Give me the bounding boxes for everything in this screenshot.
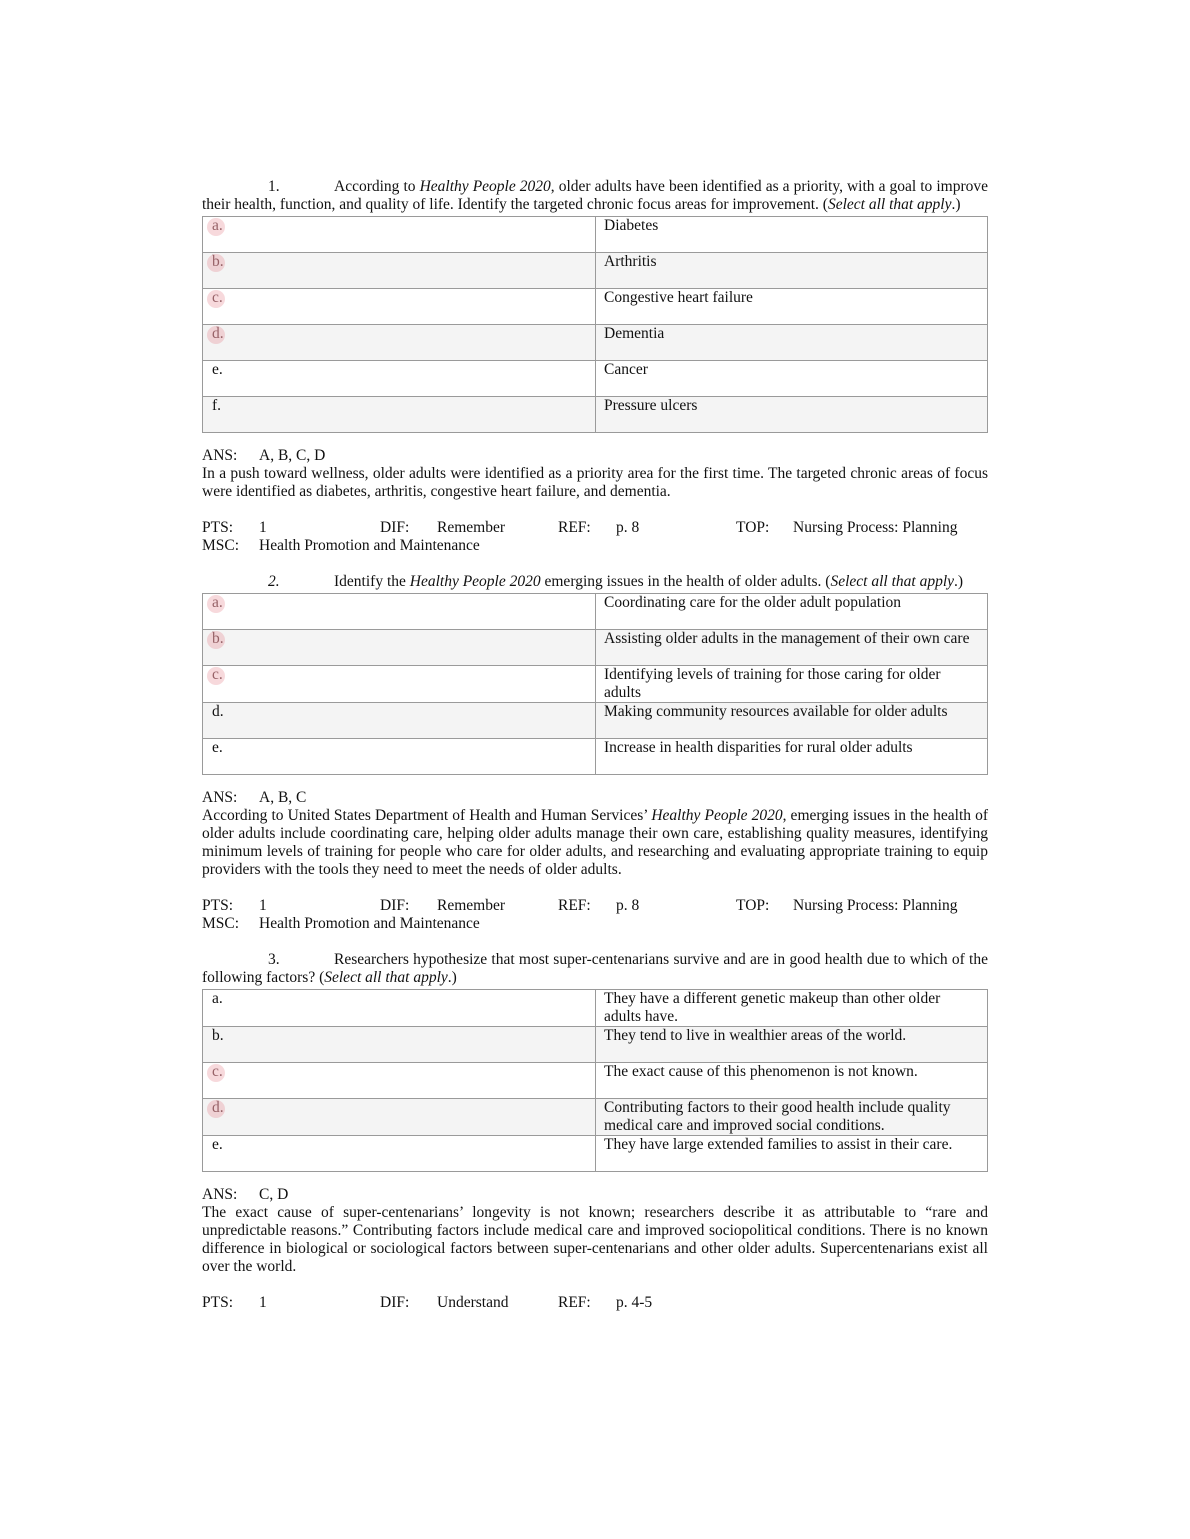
top-label: TOP: — [736, 897, 770, 914]
answer-highlight — [207, 595, 225, 613]
option-letter: a. — [212, 594, 223, 611]
stem-text: emerging issues in the health of older adults. ( — [540, 573, 831, 590]
stem-text: According to — [334, 178, 420, 195]
option-row[interactable] — [203, 397, 988, 433]
answer-value: A, B, C, D — [259, 447, 326, 464]
rationale-text: , emerging issues in the health of older adults include coordinating care, helping older adults manage their own care, establishing quality measures, identifying minimum levels of training for people who care for older adults, and researching and evaluating appropriate training to equip providers with the tools they need to meet the needs of older adults. — [202, 807, 988, 878]
ref-value: p. 8 — [616, 897, 640, 914]
question-number: 3. — [268, 951, 280, 968]
metadata — [202, 519, 988, 555]
option-text: Pressure ulcers — [596, 397, 988, 433]
dif-label: DIF: — [380, 897, 410, 914]
option-letter: f. — [212, 397, 222, 414]
option-text: Increase in health disparities for rural older adults — [596, 739, 988, 775]
stem-text: .) — [447, 969, 457, 986]
exam-page — [202, 178, 988, 1312]
option-row[interactable] — [203, 739, 988, 775]
question-stem — [202, 951, 988, 987]
option-letter: b. — [212, 630, 224, 647]
question-stem — [202, 573, 988, 591]
pts-label: PTS: — [202, 519, 234, 536]
option-row[interactable] — [203, 1099, 988, 1136]
option-letter: d. — [212, 325, 224, 342]
stem-text: .) — [951, 196, 961, 213]
option-row[interactable] — [203, 594, 988, 630]
answer-highlight — [207, 326, 225, 344]
metadata — [202, 1294, 988, 1312]
question-stem — [202, 178, 988, 214]
option-text: Cancer — [596, 361, 988, 397]
question-number: 2. — [268, 573, 280, 590]
msc-value: Health Promotion and Maintenance — [259, 537, 480, 554]
option-text: Arthritis — [596, 253, 988, 289]
answer-highlight — [207, 290, 225, 308]
ref-value: p. 4-5 — [616, 1294, 653, 1311]
option-text: Coordinating care for the older adult population — [596, 594, 988, 630]
answer-line — [202, 1186, 988, 1204]
stem-text: , older adults have been identified as a priority, with a goal to improve their health, function, and quality of life. Identify the targeted chronic focus areas for improvement. ( — [202, 178, 989, 213]
rationale-italic: Healthy People 2020 — [651, 807, 783, 824]
ref-value: p. 8 — [616, 519, 640, 536]
pts-value: 1 — [259, 897, 267, 914]
option-row[interactable] — [203, 630, 988, 666]
answer-label: ANS: — [202, 447, 238, 464]
question-3 — [202, 951, 988, 1312]
option-text: They have a different genetic makeup than other older adults have. — [596, 990, 988, 1027]
rationale-text: According to United States Department of Health and Human Services’ — [202, 807, 652, 824]
option-row[interactable] — [203, 289, 988, 325]
pts-value: 1 — [259, 519, 267, 536]
option-row[interactable] — [203, 990, 988, 1027]
rationale — [202, 1204, 988, 1276]
dif-value: Understand — [437, 1294, 509, 1311]
answer-value: A, B, C — [259, 789, 307, 806]
option-row[interactable] — [203, 703, 988, 739]
dif-label: DIF: — [380, 519, 410, 536]
option-letter: e. — [212, 739, 223, 756]
option-letter: d. — [212, 1099, 224, 1116]
top-label: TOP: — [736, 519, 770, 536]
option-letter: c. — [212, 289, 223, 306]
pts-label: PTS: — [202, 897, 234, 914]
option-letter: c. — [212, 666, 223, 683]
option-text: They tend to live in wealthier areas of the world. — [596, 1027, 988, 1063]
answer-highlight — [207, 1064, 225, 1082]
stem-italic: Healthy People 2020 — [409, 573, 541, 590]
option-text: Dementia — [596, 325, 988, 361]
option-letter: a. — [212, 990, 223, 1007]
pts-value: 1 — [259, 1294, 267, 1311]
option-letter: e. — [212, 1136, 223, 1153]
stem-italic: Select all that apply — [830, 573, 955, 590]
options-table — [202, 989, 988, 1172]
option-text: Diabetes — [596, 217, 988, 253]
option-row[interactable] — [203, 1063, 988, 1099]
answer-label: ANS: — [202, 1186, 238, 1203]
rationale-text: In a push toward wellness, older adults were identified as a priority area for the first time. The targeted chronic areas of focus were identified as diabetes, arthritis, congestive heart failure, and dementia. — [202, 465, 988, 500]
stem-italic: Select all that apply — [827, 196, 952, 213]
option-row[interactable] — [203, 325, 988, 361]
dif-value: Remember — [437, 897, 506, 914]
option-letter: d. — [212, 703, 224, 720]
answer-label: ANS: — [202, 789, 238, 806]
option-text: Congestive heart failure — [596, 289, 988, 325]
option-letter: e. — [212, 361, 223, 378]
option-text: Identifying levels of training for those caring for older adults — [596, 666, 988, 703]
option-text: They have large extended families to assist in their care. — [596, 1136, 988, 1172]
options-table — [202, 593, 988, 775]
option-text: Assisting older adults in the management of their own care — [596, 630, 988, 666]
msc-label: MSC: — [202, 915, 240, 932]
stem-italic: Select all that apply — [324, 969, 448, 986]
metadata — [202, 897, 988, 933]
ref-label: REF: — [558, 1294, 591, 1311]
options-table — [202, 216, 988, 433]
ref-label: REF: — [558, 519, 591, 536]
option-row[interactable] — [203, 1027, 988, 1063]
option-row[interactable] — [203, 217, 988, 253]
option-row[interactable] — [203, 253, 988, 289]
top-value: Nursing Process: Planning — [793, 519, 958, 536]
option-letter: b. — [212, 253, 224, 270]
msc-value: Health Promotion and Maintenance — [259, 915, 480, 932]
answer-line — [202, 447, 988, 465]
option-letter: c. — [212, 1063, 223, 1080]
option-row[interactable] — [203, 1136, 988, 1172]
answer-line — [202, 789, 988, 807]
dif-value: Remember — [437, 519, 506, 536]
pts-label: PTS: — [202, 1294, 234, 1311]
question-1 — [202, 178, 988, 555]
option-text: Contributing factors to their good health include quality medical care and improved social conditions. — [596, 1099, 988, 1136]
option-row[interactable] — [203, 666, 988, 703]
stem-text: Researchers hypothesize that most super-centenarians survive and are in good health due to which of the following factors? ( — [202, 951, 988, 986]
dif-label: DIF: — [380, 1294, 410, 1311]
answer-highlight — [207, 218, 225, 236]
question-2 — [202, 573, 988, 933]
rationale — [202, 465, 988, 501]
option-text: The exact cause of this phenomenon is not known. — [596, 1063, 988, 1099]
answer-value: C, D — [259, 1186, 289, 1203]
stem-italic: Healthy People 2020 — [419, 178, 551, 195]
ref-label: REF: — [558, 897, 591, 914]
answer-highlight — [207, 631, 225, 649]
rationale-text: The exact cause of super-centenarians’ longevity is not known; researchers describe it as attributable to “rare and unpredictable reasons.” Contributing factors include medical care and improved sociopolitical conditions. There is no known difference in biological or sociological factors between super-centenarians and other older adults. Supercentenarians exist all over the world. — [202, 1204, 988, 1275]
msc-label: MSC: — [202, 537, 240, 554]
option-letter: a. — [212, 217, 223, 234]
answer-highlight — [207, 1100, 225, 1118]
rationale — [202, 807, 988, 879]
answer-highlight — [207, 667, 225, 685]
answer-highlight — [207, 254, 225, 272]
option-letter: b. — [212, 1027, 224, 1044]
option-row[interactable] — [203, 361, 988, 397]
stem-text: Identify the — [334, 573, 410, 590]
top-value: Nursing Process: Planning — [793, 897, 958, 914]
option-text: Making community resources available for older adults — [596, 703, 988, 739]
stem-text: .) — [954, 573, 964, 590]
question-number: 1. — [268, 178, 280, 195]
